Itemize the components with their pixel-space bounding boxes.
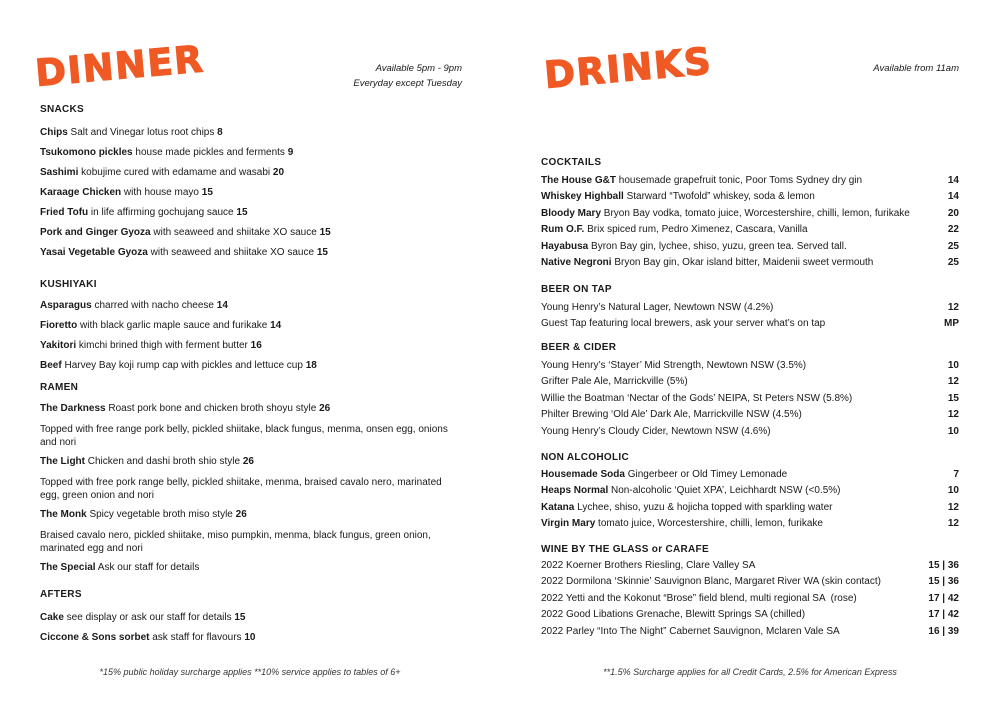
drink-description: Bryon Bay gin, Okar island bitter, Maidenii sweet vermouth (611, 257, 874, 269)
menu-item (40, 562, 462, 574)
menu-item (40, 320, 462, 332)
drink-price: 12 (947, 409, 959, 421)
menu-item-price: 10 (244, 632, 256, 643)
drink-description: Byron Bay gin, lychee, shiso, yuzu, green tea. Served tall. (588, 240, 847, 252)
drink-name: Katana (541, 501, 575, 513)
afters-section (40, 589, 462, 652)
drink-text (541, 607, 805, 623)
menu-item (40, 456, 462, 468)
drink-description: Philter Brewing ‘Old Ale’ Dark Ale, Marrickville NSW (4.5%) (541, 409, 802, 421)
drink-item (541, 467, 959, 483)
menu-item-description: with black garlic maple sauce and furikake (77, 320, 271, 331)
menu-item-name: Beef (40, 360, 62, 371)
beer-on-tap-section (541, 284, 959, 333)
drink-item (541, 591, 959, 607)
drink-text (541, 189, 815, 205)
menu-item (40, 147, 462, 159)
drink-description: Starward “Twofold” whiskey, soda & lemon (623, 191, 815, 203)
drink-name: Rum O.F. (541, 224, 585, 236)
drink-price: MP (944, 318, 959, 330)
wine-heading: WINE BY THE GLASS or CARAFE (541, 544, 709, 555)
menu-item-description: charred with nacho cheese (91, 300, 217, 311)
afters-heading: AFTERS (40, 589, 82, 600)
menu-item-price: 14 (270, 320, 282, 331)
beer-cider-section (541, 342, 959, 440)
menu-item-name: Pork and Ginger Gyoza (40, 227, 151, 238)
drink-description: 2022 Yetti and the Kokonut “Brose” field blend, multi regional SA (rose) (541, 592, 857, 604)
drink-description: Willie the Boatman ‘Nectar of the Gods’ NEIPA, St Peters NSW (5.8%) (541, 392, 853, 404)
menu-item-price: 14 (216, 300, 228, 311)
dinner-footnote: *15% public holiday surcharge applies **10% service applies to tables of 6+ (99, 667, 401, 677)
drink-text (541, 516, 823, 532)
drink-item (541, 374, 959, 390)
drink-item (541, 358, 959, 374)
drink-name: Native Negroni (541, 257, 612, 269)
drink-price: 10 (947, 360, 959, 371)
menu-item-price: 15 (316, 247, 328, 258)
menu-item-description: Ask our staff for details (95, 562, 200, 573)
drink-text (541, 255, 873, 271)
drink-description: Young Henry’s Cloudy Cider, Newtown NSW (4.6%) (541, 425, 771, 437)
menu-item-description: in life affirming gochujang sauce (88, 207, 237, 218)
drink-price: 17 | 42 (928, 609, 959, 621)
menu-item-name: The Darkness (40, 403, 106, 414)
menu-item-price: 20 (272, 167, 285, 178)
menu-item-name: Cake (40, 612, 64, 623)
drink-text (541, 574, 881, 590)
menu-item (40, 300, 462, 312)
drink-description: Bryon Bay vodka, tomato juice, Worcestershire, chilli, lemon, furikake (601, 207, 910, 219)
ramen-section (40, 382, 462, 582)
menu-item-description: Salt and Vinegar lotus root chips (67, 127, 218, 138)
drink-price: 10 (947, 485, 959, 497)
drink-text (541, 483, 840, 499)
kushiyaki-heading: KUSHIYAKI (40, 279, 97, 290)
drink-price: 12 (947, 302, 959, 313)
non-alcoholic-section (541, 452, 959, 533)
drink-description: Gingerbeer or Old Timey Lemonade (624, 469, 788, 480)
menu-item-description: see display or ask our staff for details (63, 612, 235, 623)
beer-cider-heading: BEER & CIDER (541, 342, 617, 353)
menu-item-name: Ciccone & Sons sorbet (40, 632, 150, 643)
menu-item-price: 18 (305, 360, 317, 371)
menu-item (40, 227, 462, 239)
menu-item-price: 15 (319, 227, 331, 238)
drink-item (541, 189, 959, 205)
menu-item-detail: Topped with free pork range belly, pickled shiitake, menma, braised cavalo nero, marinated egg, green onion and nori (40, 477, 442, 501)
dinner-availability-days: Everyday except Tuesday (353, 78, 462, 89)
drink-name: Housemade Soda (541, 469, 625, 480)
drink-price: 17 | 42 (928, 592, 959, 604)
drink-text (541, 300, 773, 316)
menu-item-description: with seaweed and shiitake XO sauce (150, 227, 320, 238)
kushiyaki-section (40, 279, 462, 380)
drink-price: 10 (947, 425, 959, 437)
menu-item-description: kobujime cured with edamame and wasabi (78, 167, 273, 178)
snacks-section (40, 104, 462, 267)
drink-price: 20 (947, 207, 959, 219)
drink-name: The House G&T (541, 175, 617, 186)
cocktails-section (541, 157, 959, 271)
menu-item-name: Sashimi (40, 167, 79, 178)
drink-item (541, 516, 959, 532)
dinner-availability (353, 61, 462, 91)
drink-description: Young Henry’s Natural Lager, Newtown NSW (4.2%) (541, 302, 774, 313)
drink-price: 25 (947, 257, 959, 269)
drink-text (541, 222, 808, 238)
drink-description: Guest Tap featuring local brewers, ask your server what’s on tap (541, 318, 826, 330)
menu-item-price: 15 (234, 612, 246, 623)
menu-item-description: Spicy vegetable broth miso style (86, 509, 236, 520)
drink-name: Hayabusa (541, 240, 589, 252)
drink-text (541, 558, 755, 574)
drink-item (541, 624, 959, 640)
drink-text (541, 624, 840, 640)
drink-description: Non-alcoholic ‘Quiet XPA’, Leichhardt NSW (<0.5%) (608, 485, 841, 497)
drink-price: 14 (947, 175, 959, 186)
drink-text (541, 358, 806, 374)
drink-item (541, 574, 959, 590)
menu-item-price: 26 (235, 509, 247, 520)
menu-item (40, 632, 462, 644)
drink-item (541, 173, 959, 189)
drink-price: 15 | 36 (928, 560, 959, 571)
drink-price: 15 | 36 (928, 576, 959, 588)
menu-item-price: 15 (201, 187, 213, 198)
drink-price: 22 (947, 224, 959, 236)
drink-name: Bloody Mary (541, 207, 602, 219)
snacks-heading: SNACKS (40, 104, 85, 115)
wine-section (541, 544, 959, 640)
ramen-heading: RAMEN (40, 382, 79, 393)
drink-description: Grifter Pale Ale, Marrickville (5%) (541, 376, 688, 388)
menu-item-name: Tsukomono pickles (40, 147, 133, 158)
drink-description: 2022 Good Libations Grenache, Blewitt Springs SA (chilled) (541, 609, 806, 621)
drink-item (541, 424, 959, 440)
drink-item (541, 607, 959, 623)
drink-item (541, 255, 959, 271)
dinner-availability-hours: Available 5pm - 9pm (375, 63, 462, 74)
drink-description: 2022 Dormilona ‘Skinnie’ Sauvignon Blanc, Margaret River WA (skin contact) (541, 576, 881, 588)
drink-price: 12 (947, 518, 959, 530)
menu-item (40, 167, 462, 179)
menu-item-name: The Monk (40, 509, 87, 520)
menu-item-price: 15 (236, 207, 248, 218)
menu-item (40, 247, 462, 259)
drink-price: 16 | 39 (928, 625, 959, 637)
drink-description: Brix spiced rum, Pedro Ximenez, Cascara, Vanilla (584, 224, 808, 236)
drink-item (541, 391, 959, 407)
menu-item-price: 16 (250, 340, 262, 351)
menu-item-name: Yakitori (40, 340, 77, 351)
menu-item (40, 612, 462, 624)
menu-item (40, 127, 462, 139)
drinks-title: DRINKS (542, 39, 714, 97)
menu-item-name: The Light (40, 456, 85, 467)
menu-item-description: house made pickles and ferments (132, 147, 288, 158)
dinner-title: DINNER (33, 37, 206, 95)
menu-item-description: with seaweed and shiitake XO sauce (147, 247, 317, 258)
drink-name: Virgin Mary (541, 518, 596, 530)
drink-price: 12 (947, 501, 959, 513)
drinks-availability: Available from 11am (873, 63, 959, 74)
drink-price: 7 (953, 469, 959, 480)
menu-item-name: Chips (40, 127, 68, 138)
drinks-column (541, 0, 959, 709)
menu-item (40, 187, 462, 199)
drink-price: 15 (947, 392, 959, 404)
drink-text (541, 424, 771, 440)
menu-item (40, 340, 462, 352)
menu-item-name: Fioretto (40, 320, 78, 331)
menu-item-description: Roast pork bone and chicken broth shoyu style (105, 403, 320, 414)
menu-item-price: 26 (242, 456, 254, 467)
drink-item (541, 316, 959, 332)
drink-item (541, 500, 959, 516)
menu-item-description: kimchi brined thigh with ferment butter (76, 340, 251, 351)
drink-item (541, 558, 959, 574)
drink-description: 2022 Koerner Brothers Riesling, Clare Valley SA (541, 560, 756, 571)
drink-description: housemade grapefruit tonic, Poor Toms Sydney dry gin (616, 175, 863, 186)
drink-description: 2022 Parley “Into The Night” Cabernet Sauvignon, Mclaren Vale SA (541, 625, 840, 637)
menu-item (40, 403, 462, 415)
menu-item-name: The Special (40, 562, 96, 573)
drink-text (541, 173, 862, 189)
drink-name: Whiskey Highball (541, 191, 624, 203)
drink-text (541, 407, 802, 423)
menu-item (40, 509, 462, 521)
menu-item-price: 26 (319, 403, 331, 414)
drink-item (541, 206, 959, 222)
drink-text (541, 374, 688, 390)
menu-item-detail: Topped with free range pork belly, pickled shiitake, black fungus, menma, onsen egg, onions and nori (40, 424, 448, 448)
menu-item-description: ask staff for flavours (149, 632, 245, 643)
drink-item (541, 300, 959, 316)
menu-item-price: 9 (287, 147, 294, 158)
menu-item-description: with house mayo (121, 187, 202, 198)
drink-text (541, 500, 832, 516)
menu-item-description: Chicken and dashi broth shio style (85, 456, 243, 467)
drink-name: Heaps Normal (541, 485, 609, 497)
drink-text (541, 591, 857, 607)
menu-item-price: 8 (217, 127, 223, 138)
drink-item (541, 222, 959, 238)
drink-description: tomato juice, Worcestershire, chilli, lemon, furikake (595, 518, 823, 530)
drink-item (541, 407, 959, 423)
menu-item (40, 360, 462, 372)
beer-on-tap-heading: BEER ON TAP (541, 284, 612, 295)
menu-item-description: Harvey Bay koji rump cap with pickles and lettuce cup (61, 360, 306, 371)
menu-item-name: Yasai Vegetable Gyoza (40, 247, 148, 258)
dinner-column (33, 0, 462, 709)
drink-price: 14 (947, 191, 959, 203)
menu-item-name: Asparagus (40, 300, 92, 311)
drink-text (541, 467, 787, 483)
cocktails-heading: COCKTAILS (541, 157, 602, 168)
drink-description: Lychee, shiso, yuzu & hojicha topped with sparkling water (574, 501, 833, 513)
drink-text (541, 316, 825, 332)
menu-item-detail: Braised cavalo nero, pickled shiitake, miso pumpkin, menma, black fungus, green onion, marinated egg and nori (40, 530, 431, 554)
drink-text (541, 206, 910, 222)
menu-item-name: Karaage Chicken (40, 187, 122, 198)
drinks-footnote: **1.5% Surcharge applies for all Credit Cards, 2.5% for American Express (603, 667, 897, 677)
drink-item (541, 239, 959, 255)
menu-item (40, 207, 462, 219)
drink-price: 25 (947, 240, 959, 252)
non-alcoholic-heading: NON ALCOHOLIC (541, 452, 629, 463)
drink-text (541, 239, 847, 255)
drink-price: 12 (947, 376, 959, 388)
drink-description: Young Henry’s ‘Stayer’ Mid Strength, Newtown NSW (3.5%) (541, 360, 807, 371)
drink-text (541, 391, 852, 407)
drink-item (541, 483, 959, 499)
menu-item-name: Fried Tofu (40, 207, 89, 218)
